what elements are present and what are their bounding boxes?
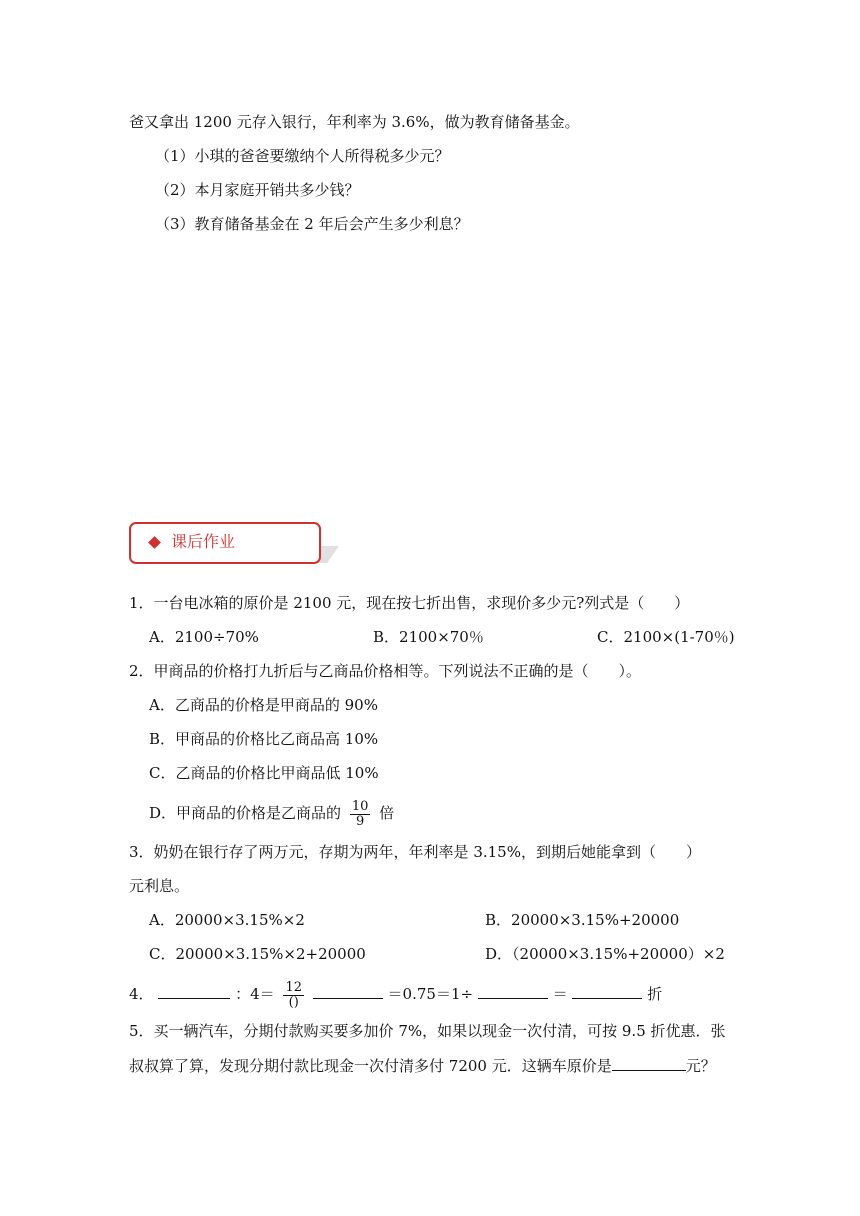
fraction-numerator: 12 bbox=[285, 979, 302, 995]
problem-5-suffix: 元？ bbox=[685, 1057, 716, 1075]
problem-3-option-d: D．（20000×3.15%+20000）×2 bbox=[485, 945, 725, 963]
problem-5-text: 叔叔算了算，发现分期付款比现金一次付清多付 7200 元．这辆车原价是 bbox=[129, 1057, 612, 1075]
option-d-text: D．甲商品的价格是乙商品的 bbox=[149, 804, 342, 822]
intro-line: 爸又拿出 1200 元存入银行，年利率为 3.6%，做为教育储备基金。 bbox=[129, 113, 580, 131]
problem-2-stem: 2．甲商品的价格打九折后与乙商品价格相等。下列说法不正确的是（ ）。 bbox=[129, 662, 642, 680]
section-title: 课后作业 bbox=[171, 532, 236, 551]
problem-2-option-b: B．甲商品的价格比乙商品高 10% bbox=[149, 730, 379, 748]
answer-blank[interactable] bbox=[612, 1055, 686, 1071]
fraction-denominator: 9 bbox=[355, 813, 365, 829]
intro-question-1: （1）小琪的爸爸要缴纳个人所得税多少元？ bbox=[155, 147, 450, 165]
fraction bbox=[283, 981, 304, 1010]
problem-2-option-a: A．乙商品的价格是甲商品的 90% bbox=[149, 696, 378, 714]
intro-question-2: （2）本月家庭开销共多少钱？ bbox=[155, 181, 360, 199]
problem-4-label: 4． bbox=[129, 985, 154, 1003]
answer-blank[interactable] bbox=[478, 983, 548, 999]
problem-3-option-a: A．20000×3.15%×2 bbox=[149, 911, 305, 929]
diamond-icon bbox=[148, 536, 161, 549]
problem-3-stem: 3．奶奶在银行存了两万元，存期为两年，年利率是 3.15%，到期后她能拿到（ ） bbox=[129, 843, 701, 861]
ratio-text: ：4＝ bbox=[235, 985, 275, 1003]
problem-4 bbox=[129, 978, 662, 1010]
problem-5-line-1: 5．买一辆汽车，分期付款购买要多加价 7%，如果以现金一次付清，可按 9.5 折优惠．张 bbox=[129, 1022, 726, 1040]
problem-3-stem-continued: 元利息。 bbox=[129, 877, 190, 895]
problem-1-option-a: A．2100÷70% bbox=[149, 628, 259, 646]
problem-2-option-c: C．乙商品的价格比甲商品低 10% bbox=[149, 764, 379, 782]
discount-suffix: 折 bbox=[647, 985, 663, 1003]
fraction-numerator: 10 bbox=[351, 798, 369, 814]
answer-blank[interactable] bbox=[158, 983, 230, 999]
equation-text: ＝0.75＝1÷ bbox=[387, 985, 474, 1003]
fraction-denominator: () bbox=[288, 994, 299, 1010]
section-header bbox=[129, 522, 321, 564]
problem-1-stem: 1．一台电冰箱的原价是 2100 元，现在按七折出售，求现价多少元?列式是（ ） bbox=[129, 594, 690, 612]
problem-5-line-2 bbox=[129, 1055, 716, 1076]
answer-blank[interactable] bbox=[572, 983, 642, 999]
answer-blank[interactable] bbox=[313, 983, 383, 999]
problem-1-option-b: B．2100×70％ bbox=[373, 628, 484, 646]
problem-1-option-c: C．2100×(1-70％) bbox=[597, 628, 735, 646]
option-d-suffix: 倍 bbox=[379, 804, 395, 822]
equals-sign: ＝ bbox=[552, 985, 568, 1003]
intro-question-3: （3）教育储备基金在 2 年后会产生多少利息？ bbox=[155, 215, 469, 233]
problem-3-option-c: C．20000×3.15%×2+20000 bbox=[149, 945, 366, 963]
fraction bbox=[350, 800, 371, 829]
problem-3-option-b: B．20000×3.15%+20000 bbox=[485, 911, 680, 929]
problem-2-option-d bbox=[149, 797, 394, 829]
